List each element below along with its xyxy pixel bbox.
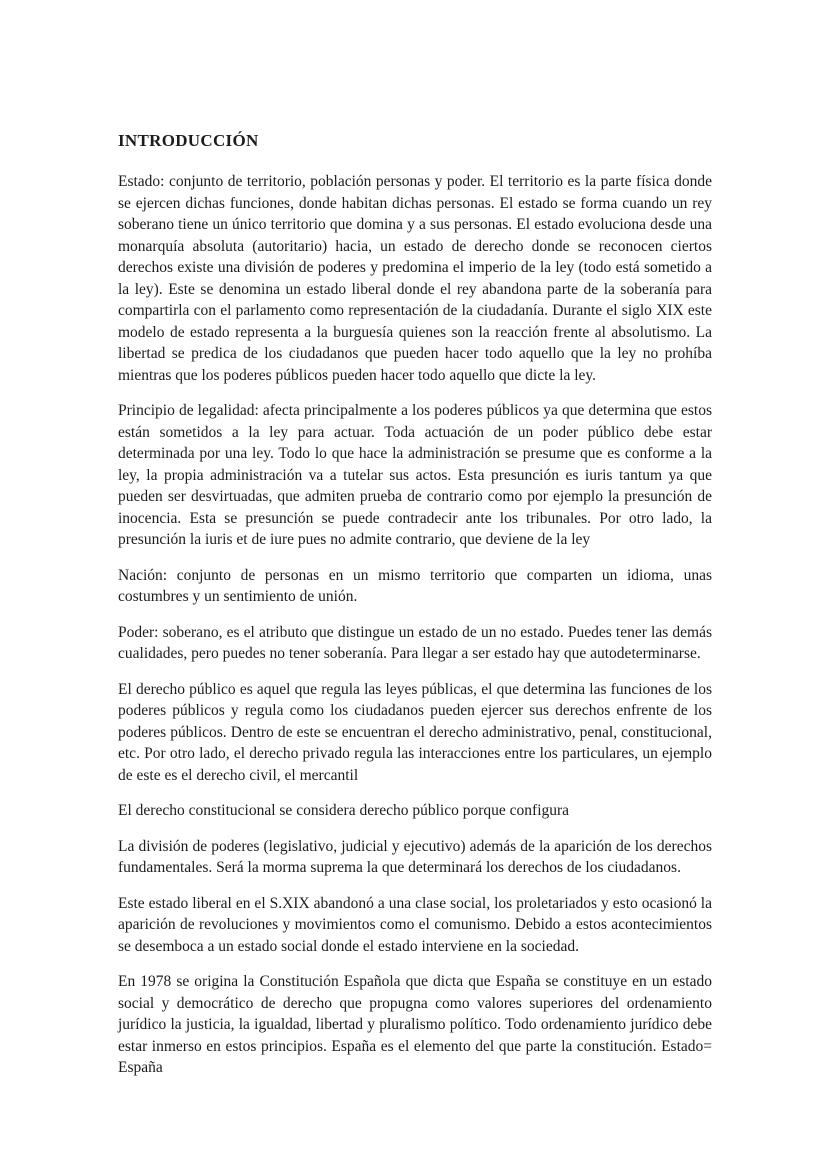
paragraph-constitucion-1978: En 1978 se origina la Constitución Española que dicta que España se constituye en un estado social y democrático de derecho que propugna como valores superiores del ordenamiento jurídico la justicia, la igualdad, libertad y pluralismo político. Todo ordenamiento jurídico debe estar inmerso en estos principios. España es el elemento del que parte la constitución. Estado= España	[118, 973, 712, 1076]
paragraph-poder: Poder: soberano, es el atributo que distingue un estado de un no estado. Puedes tener las demás cualidades, pero puedes no tener soberanía. Para llegar a ser estado hay que autodeterminarse.	[118, 623, 712, 662]
paragraph-principio-legalidad: Principio de legalidad: afecta principalmente a los poderes públicos ya que determina que estos están sometidos a la ley para actuar. Toda actuación de un poder público debe estar determinada por una ley. Todo lo que hace la administración se presume que es conforme a la ley, la propia administración va a tutelar sus actos. Esta presunción es iuris tantum ya que pueden ser desvirtuadas, que admiten prueba de contrario como por ejemplo la presunción de inocencia. Esta se presunción se puede contradecir ante los tribunales. Por otro lado, la presunción la iuris et de iure pues no admite contrario, que deviene de la ley	[118, 402, 712, 548]
document-content	[118, 131, 712, 1093]
paragraph-estado: Estado: conjunto de territorio, población personas y poder. El territorio es la parte física donde se ejercen dichas funciones, donde habitan dichas personas. El estado se forma cuando un rey soberano tiene un único territorio que domina y a sus personas. El estado evoluciona desde una monarquía absoluta (autoritario) hacia, un estado de derecho donde se reconocen ciertos derechos existe una división de poderes y predomina el imperio de la ley (todo está sometido a la ley). Este se denomina un estado liberal donde el rey abandona parte de la soberanía para compartirla con el parlamento como representación de la ciudadanía. Durante el siglo XIX este modelo de estado representa a la burguesía quienes son la reacción frente al absolutismo. La libertad se predica de los ciudadanos que pueden hacer todo aquello que la ley no prohíba mientras que los poderes públicos pueden hacer todo aquello que dicte la ley.	[118, 173, 712, 384]
paragraph-division-poderes: La división de poderes (legislativo, judicial y ejecutivo) además de la aparición de los derechos fundamentales. Será la morma suprema la que determinará los derechos de los ciudadanos.	[118, 837, 712, 876]
paragraph-nacion: Nación: conjunto de personas en un mismo territorio que comparten un idioma, unas costumbres y un sentimiento de unión.	[118, 566, 712, 605]
paragraph-derecho-publico: El derecho público es aquel que regula las leyes públicas, el que determina las funciones de los poderes públicos y regula como los ciudadanos pueden ejercer sus derechos enfrente de los poderes públicos. Dentro de este se encuentran el derecho administrativo, penal, constitucional, etc. Por otro lado, el derecho privado regula las interacciones entre los particulares, un ejemplo de este es el derecho civil, el mercantil	[118, 680, 712, 784]
paragraph-estado-liberal: Este estado liberal en el S.XIX abandonó a una clase social, los proletariados y esto ocasionó la aparición de revoluciones y movimientos como el comunismo. Debido a estos acontecimientos se desemboca a un estado social donde el estado interviene en la sociedad.	[118, 894, 712, 955]
paragraph-derecho-constitucional: El derecho constitucional se considera derecho público porque configura	[118, 802, 570, 819]
page-title: INTRODUCCIÓN	[118, 131, 259, 150]
